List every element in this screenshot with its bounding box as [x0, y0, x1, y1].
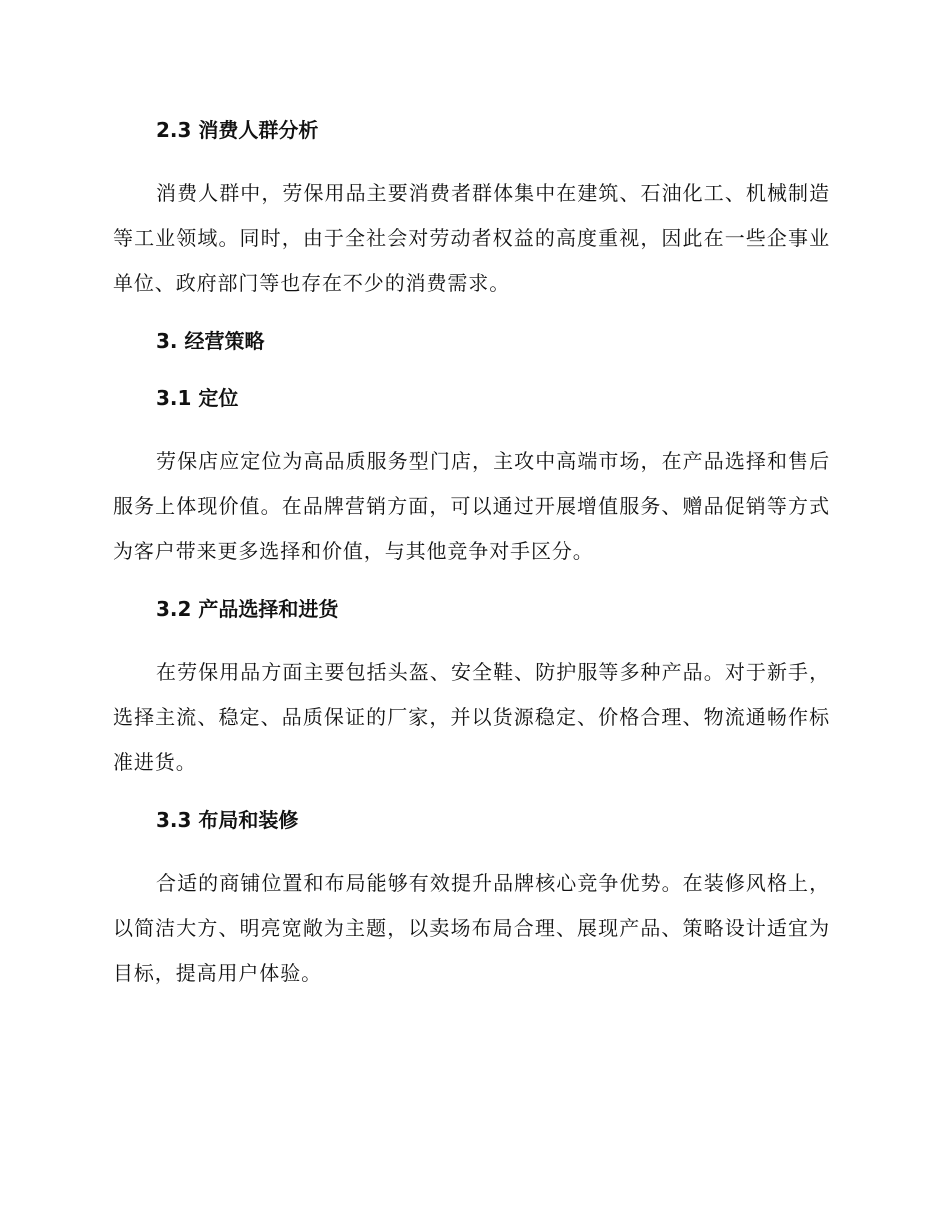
section-paragraph-3-2: 在劳保用品方面主要包括头盔、安全鞋、防护服等多种产品。对于新手，选择主流、稳定、品质保证的厂家，并以货源稳定、价格合理、物流通畅作标准进货。	[113, 660, 830, 774]
section-heading-2-3: 2.3 消费人群分析	[156, 118, 319, 142]
section-heading-3-3: 3.3 布局和装修	[156, 808, 299, 832]
section-heading-3-2: 3.2 产品选择和进货	[156, 597, 339, 621]
section-heading-3: 3. 经营策略	[156, 329, 265, 353]
section-paragraph-2-3: 消费人群中，劳保用品主要消费者群体集中在建筑、石油化工、机械制造等工业领域。同时，由于全社会对劳动者权益的高度重视，因此在一些企事业单位、政府部门等也存在不少的消费需求。	[113, 181, 830, 295]
section-paragraph-3-3: 合适的商铺位置和布局能够有效提升品牌核心竞争优势。在装修风格上，以简洁大方、明亮宽敞为主题，以卖场布局合理、展现产品、策略设计适宜为目标，提高用户体验。	[113, 871, 830, 985]
document-page	[113, 113, 830, 996]
section-paragraph-3-1: 劳保店应定位为高品质服务型门店，主攻中高端市场，在产品选择和售后服务上体现价值。在品牌营销方面，可以通过开展增值服务、赠品促销等方式为客户带来更多选择和价值，与其他竞争对手区分。	[113, 449, 830, 563]
section-heading-3-1: 3.1 定位	[156, 386, 239, 410]
